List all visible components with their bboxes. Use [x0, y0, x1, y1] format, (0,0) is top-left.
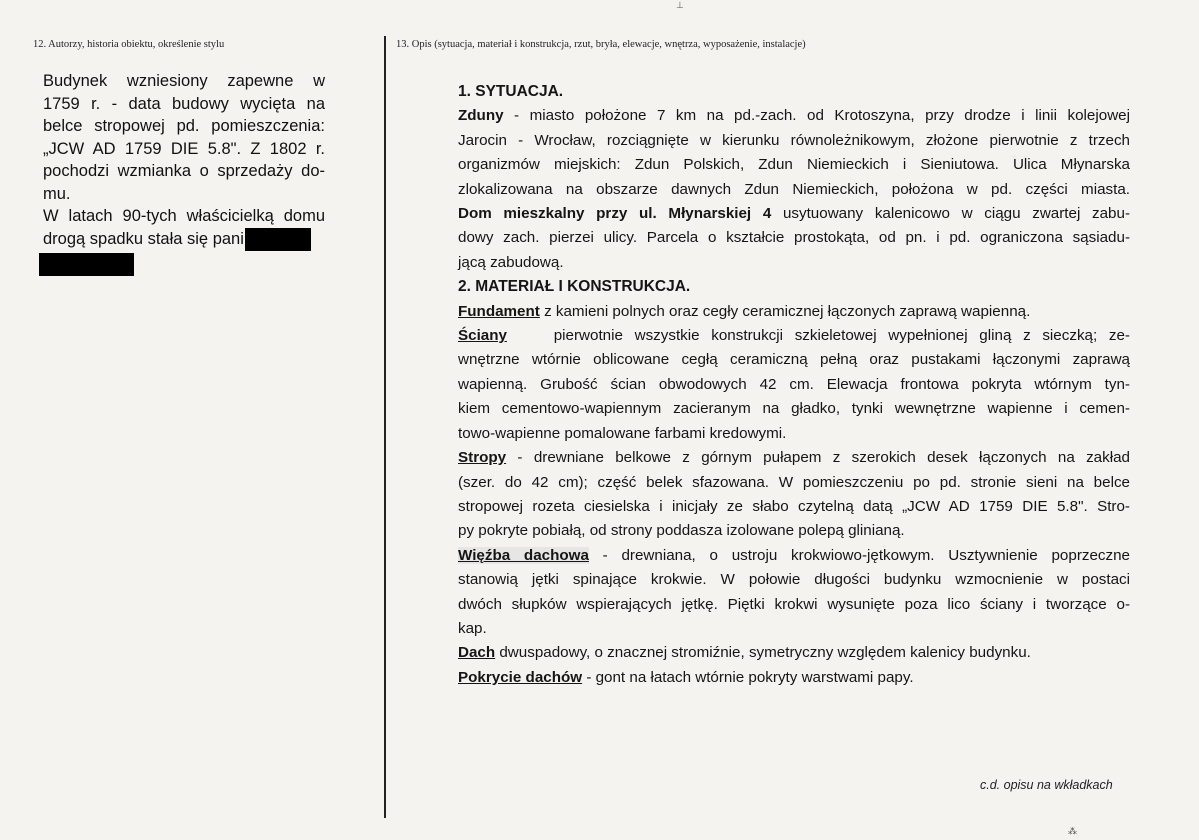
column-divider [384, 36, 386, 818]
description-line [458, 300, 1130, 324]
description-line [458, 641, 1130, 665]
term-fundament: Fundament [458, 302, 540, 320]
description-line: kap. [458, 619, 487, 637]
section-heading-sytuacja: 1. SYTUACJA. [458, 83, 564, 100]
redaction-block [245, 228, 311, 251]
term-dach: Dach [458, 644, 496, 662]
left-column-header: 12. Autorzy, historia obiektu, określenie stylu [33, 39, 225, 50]
history-text [43, 70, 325, 276]
description-line: kiem cementowo-wapiennym zacieranym na gładko, tynki wewnętrzne wapienne i cemen- [458, 400, 1130, 418]
description-line [458, 324, 1130, 348]
term-sciany: Ściany [458, 327, 507, 345]
line-text: - drewniane belkowe z górnym pułapem z szerokich desek łączonych na zakład [506, 449, 1130, 467]
description-line [458, 202, 1130, 226]
description-line: py pokryte pobiałą, od strony poddasza izolowane polepą glinianą. [458, 522, 905, 540]
description-line: jącą zabudową. [458, 253, 564, 271]
line-text: - miasto położone 7 km na pd.-zach. od Krotoszyna, przy drodze i linii kolejowej [503, 107, 1130, 125]
history-line: W latach 90-tych właścicielką domu [43, 207, 325, 225]
description-text [458, 80, 1130, 690]
description-line [458, 544, 1130, 568]
description-line: stanowią jętki spinające krokwie. W połowie długości budynku wzmocnienie w postaci [458, 571, 1130, 589]
line-text: - gont na łatach wtórnie pokryty warstwami papy. [582, 668, 914, 686]
history-line: pochodzi wzmianka o sprzedaży do- [43, 162, 325, 180]
history-line-redacted [43, 251, 325, 276]
description-line: dowy zach. pierzei ulicy. Parcela o kształcie prostokąta, od pn. i pd. ograniczona sąsiadu- [458, 229, 1130, 247]
description-line: wapienną. Grubość ścian obwodowych 42 cm. Elewacja frontowa pokryta wtórnym tyn- [458, 375, 1130, 393]
history-line: 1759 r. - data budowy wycięta na [43, 94, 325, 113]
history-line: mu. [43, 184, 71, 203]
line-text: usytuowany kalenicowo w ciągu zwartej zabu- [771, 205, 1131, 223]
description-line: organizmów miejskich: Zdun Polskich, Zdun Niemieckich i Sieniutowa. Ulica Młynarska [458, 156, 1130, 174]
term-pokrycie: Pokrycie dachów [458, 668, 583, 686]
description-line: zlokalizowana na obszarze dawnych Zdun Niemieckich, położona w pd. części miasta. [458, 180, 1130, 198]
redaction-block [39, 253, 134, 276]
bold-term: Zduny [458, 107, 504, 125]
description-line: (szer. do 42 cm); część belek sfazowana. W pomieszczeniu po pd. stronie sieni na belce [458, 473, 1130, 491]
line-text: - drewniana, o ustroju krokwiowo-jętkowym. Usztywnienie poprzeczne [588, 546, 1130, 564]
scan-mark: ⁂ [1068, 826, 1077, 836]
history-line: belce stropowej pd. pomieszczenia: [43, 117, 325, 135]
punch-mark: ⊥ [676, 0, 684, 10]
term-wiezba: Więźba dachowa [458, 546, 589, 564]
term-stropy: Stropy [458, 449, 507, 467]
line-text: pierwotnie wszystkie konstrukcji szkieletowej wypełnionej gliną z sieczką; ze- [553, 327, 1130, 345]
description-line [458, 446, 1130, 470]
description-line [458, 666, 1130, 690]
description-line: stropowej rozeta ciesielska i inicjały ze słabo czytelną datą „JCW AD 1759 DIE 5.8". Stro- [458, 497, 1130, 515]
description-line: wnętrzne wtórnie oblicowane cegłą ceramiczną pełną oraz pustakami łączonymi zaprawą [458, 351, 1130, 369]
right-column-header: 13. Opis (sytuacja, materiał i konstrukcja, rzut, bryła, elewacje, wnętrza, wyposażenie, instalacje) [396, 39, 806, 50]
description-line [458, 104, 1130, 128]
line-text: dwuspadowy, o znacznej stromiźnie, symetryczny względem kalenicy budynku. [495, 644, 1031, 662]
description-line: dwóch słupków wspierających jętkę. Piętki krokwi wysunięte poza lico ściany i tworzące o- [458, 595, 1130, 613]
section-heading-material: 2. MATERIAŁ I KONSTRUKCJA. [458, 278, 691, 296]
history-line: „JCW AD 1759 DIE 5.8". Z 1802 r. [43, 139, 325, 158]
bold-term: Dom mieszkalny przy ul. Młynarskiej 4 [458, 205, 772, 223]
description-line: towo-wapienne pomalowane farbami kredowymi. [458, 424, 787, 442]
line-text: z kamieni polnych oraz cegły ceramicznej łączonych zaprawą wapienną. [539, 302, 1031, 320]
continuation-note: c.d. opisu na wkładkach [980, 778, 1113, 792]
history-line: drogą spadku stała się pani [43, 229, 244, 248]
history-line-owner [43, 228, 325, 251]
history-line: Budynek wzniesiony zapewne w [43, 72, 325, 90]
description-line: Jarocin - Wrocław, rozciągnięte w kierunku równoleżnikowym, złożone pierwotnie z trzech [458, 131, 1130, 149]
